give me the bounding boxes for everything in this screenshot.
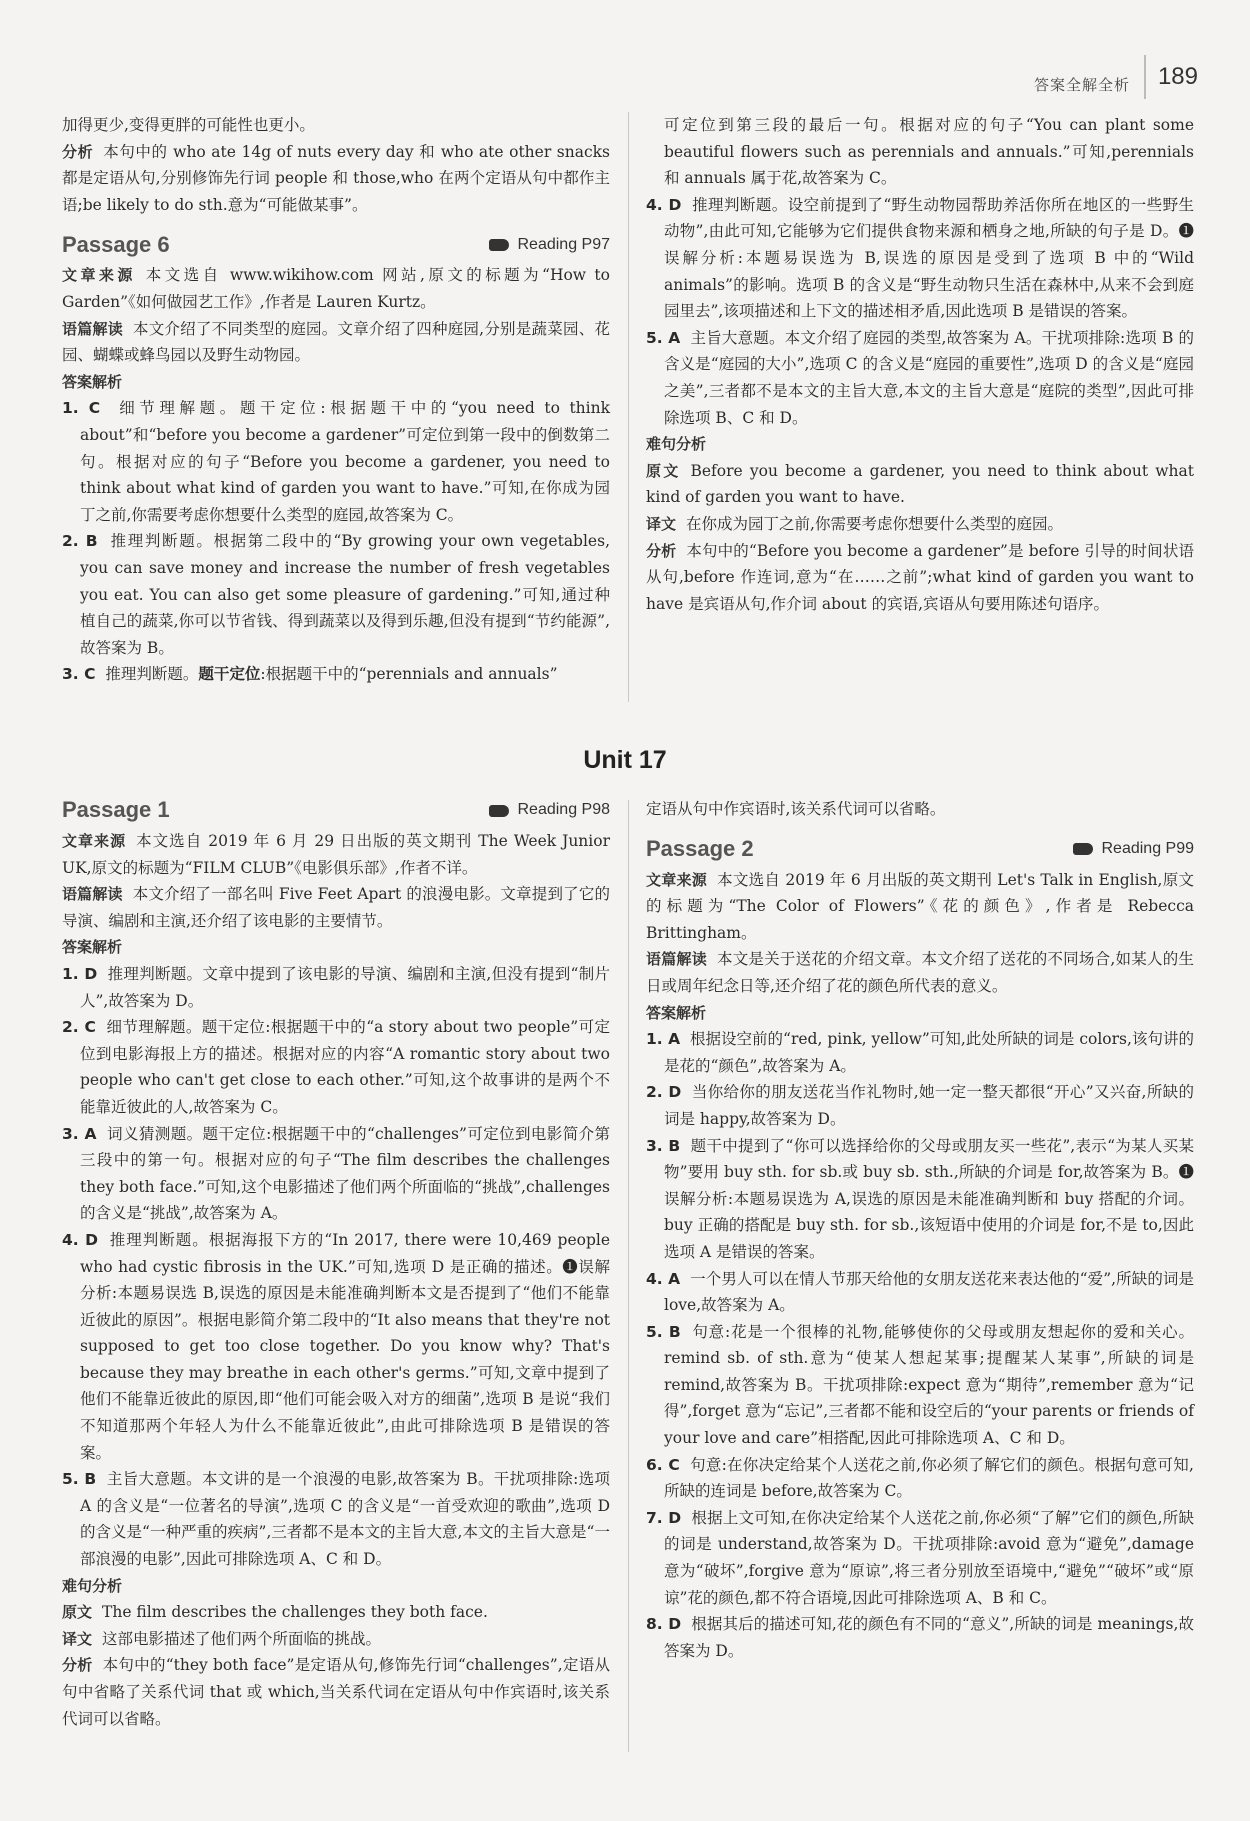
passage-heading — [646, 835, 1194, 863]
answers-heading: 答案解析 — [646, 1003, 707, 1022]
answers-heading: 答案解析 — [62, 938, 123, 957]
answer-item: 3. B 题干中提到了“你可以选择给你的父母或朋友买一些花”,表示“为某人买某物”要用 buy sth. for sb.或 buy sb. sth.,所缺的介词是 for,故答案为 B。❶误解分析:本题易误选为 A,误选的原因是未能准确判断和 buy 搭配的介词。buy 正确的搭配是 buy sth. for sb.,该短语中使用的介词是 for,不是 to,因此选项 A 是错误的答案。 — [646, 1136, 1195, 1261]
original-sentence: 原文 Before you become a gardener, you need to think about what kind of garden you want to have. — [646, 461, 1194, 507]
pointing-hand-icon — [489, 805, 509, 817]
bottom-left-column — [62, 796, 610, 1728]
source: 文章来源 本文选自 2019 年 6 月出版的英文期刊 Let's Talk in English,原文的标题为“The Color of Flowers”《花的颜色》,作者是 Rebecca Brittingham。 — [646, 870, 1194, 942]
answer-item: 1. A 根据设空前的“red, pink, yellow”可知,此处所缺的词是 colors,该句讲的是花的“颜色”,故答案为 A。 — [646, 1030, 1194, 1075]
answer-item: 3. A 词义猜测题。题干定位:根据题干中的“challenges”可定位到电影简介第三段中的第一句。根据对应的句子“The film describes the challenges they both face.”可知,这个电影描述了他们两个所面临的“挑战”,challenges 的含义是“挑战”,故答案为 A。 — [62, 1124, 610, 1223]
page-header — [1034, 55, 1198, 99]
top-right-column — [646, 112, 1194, 617]
answer-item: 2. C 细节理解题。题干定位:根据题干中的“a story about two people”可定位到电影海报上方的描述。根据对应的内容“A romantic story about two people who can't get close to each other.”可知,这个故事讲的是两个不能靠近彼此的人,故答案为 C。 — [62, 1018, 610, 1116]
answers-heading: 答案解析 — [62, 372, 123, 391]
passage-title: Passage 6 — [62, 231, 170, 257]
answer-item: 3. C 推理判断题。题干定位:根据题干中的“perennials and annuals” — [62, 665, 558, 684]
answer-item: 2. D 当你给你的朋友送花当作礼物时,她一定一整天都很“开心”又兴奋,所缺的词是 happy,故答案为 D。 — [646, 1083, 1195, 1128]
bottom-right-column — [646, 796, 1194, 1664]
answer-item: 4. D 推理判断题。设空前提到了“野生动物园帮助养活你所在地区的一些野生动物”,由此可知,它能够为它们提供食物来源和栖身之地,所缺的句子是 D。❶误解分析:本题易误选为 B,误选的原因是受到了选项 B 中的“Wild animals”的影响。选项 B 的含义是“野生动物只生活在森林中,从来不会到庭园里去”,该项描述和上下文的描述相矛盾,因此选项 B 是错误的答案。 — [646, 195, 1194, 321]
overview: 语篇解读 本文介绍了一部名叫 Five Feet Apart 的浪漫电影。文章提到了它的导演、编剧和主演,还介绍了该电影的主要情节。 — [62, 885, 610, 930]
column-divider — [628, 112, 629, 702]
answer-item: 4. A 一个男人可以在情人节那天给他的女朋友送花来表达他的“爱”,所缺的词是 love,故答案为 A。 — [646, 1269, 1194, 1315]
passage-heading — [62, 230, 610, 258]
answer-item: 1. D 推理判断题。文章中提到了该电影的导演、编剧和主演,但没有提到“制片人”,故答案为 D。 — [62, 964, 610, 1010]
source: 文章来源 本文选自 2019 年 6 月 29 日出版的英文期刊 The Week Junior UK,原文的标题为“FILM CLUB”《电影俱乐部》,作者不详。 — [62, 832, 610, 877]
answer-item: 4. D 推理判断题。根据海报下方的“In 2017, there were 10,469 people who had cystic fibrosis in the UK.”可知,选项 D 是正确的描述。❶误解分析:本题易误选 B,误选的原因是未能准确判断本文是否提到了“他们不能靠近彼此的原因”。根据电影简介第二段中的“It also means that they're not supposed to get too close together. Do you know why? That's because they may breathe in each other's germs.”可知,文章中提到了他们不能靠近彼此的原因,即“他们可能会吸入对方的细菌”,选项 B 是说“我们不知道那两个年轻人为什么不能靠近彼此”,由此可排除选项 B 是错误的答案。 — [62, 1230, 610, 1462]
answer-item: 8. D 根据其后的描述可知,花的颜色有不同的“意义”,所缺的词是 meanings,故答案为 D。 — [646, 1615, 1195, 1660]
answer-item: 6. C 句意:在你决定给某个人送花之前,你必须了解它们的颜色。根据句意可知,所缺的连词是 before,故答案为 C。 — [646, 1455, 1194, 1501]
passage-heading — [62, 796, 610, 824]
answer-item: 2. B 推理判断题。根据第二段中的“By growing your own vegetables, you can save money and increase the number of fresh vegetables you eat. You can also get some pleasure of gardening.”可知,通过种植自己的蔬菜,你可以节省钱、得到蔬菜以及得到乐趣,但没有提到“节约能源”,故答案为 B。 — [62, 532, 610, 657]
difficult-heading: 难句分析 — [62, 1576, 123, 1595]
reading-ref: Reading P99 — [1073, 836, 1194, 863]
answer-item: 5. A 主旨大意题。本文介绍了庭园的类型,故答案为 A。干扰项排除:选项 B 的含义是“庭园的大小”,选项 C 的含义是“庭园的重要性”,选项 D 的含义是“庭园之美”,三者都不是本文的主旨大意,本文的主旨大意是“庭院的类型”,因此可排除选项 B、C 和 D。 — [646, 328, 1194, 427]
pointing-hand-icon — [489, 239, 509, 251]
answer-item: 1. C 细节理解题。题干定位:根据题干中的“you need to think about”和“before you become a gardener”可定位到第一段中的倒数第二句。根据对应的句子“Before you become a gardener, you need to think about what kind of garden you want to have.”可知,在你成为园丁之前,你需要考虑你想要什么类型的庭园,故答案为 C。 — [62, 399, 611, 524]
continued-analysis: 分析 本句中的 who ate 14g of nuts every day 和 who ate other snacks 都是定语从句,分别修饰先行词 people 和 those,who 在两个定语从句中都作主语;be likely to do sth.意为“可能做某事”。 — [62, 142, 610, 214]
pointing-hand-icon — [1073, 843, 1093, 855]
passage-title: Passage 2 — [646, 836, 754, 861]
answer-item: 5. B 主旨大意题。本文讲的是一个浪漫的电影,故答案为 B。干扰项排除:选项 A 的含义是“一位著名的导演”,选项 C 的含义是“一首受欢迎的歌曲”,选项 D 的含义是“一种严重的疾病”,三者都不是本文的主旨大意,本文的主旨大意是“一部浪漫的电影”,因此可排除选项 A、C 和 D。 — [62, 1470, 610, 1569]
overview: 语篇解读 本文是关于送花的介绍文章。本文介绍了送花的不同场合,如某人的生日或周年纪念日等,还介绍了花的颜色所代表的意义。 — [646, 950, 1194, 995]
analysis: 分析 本句中的“they both face”是定语从句,修饰先行词“challenges”,定语从句中省略了关系代词 that 或 which,当关系代词在定语从句中作宾语时,该关系代词可以省略。 — [62, 1656, 610, 1728]
source: 文章来源 本文选自 www.wikihow.com 网站,原文的标题为“How to Garden”《如何做园艺工作》,作者是 Lauren Kurtz。 — [62, 266, 610, 311]
difficult-heading: 难句分析 — [646, 435, 707, 454]
continued-text: 加得更少,变得更胖的可能性也更小。 — [62, 116, 315, 134]
answer-item: 7. D 根据上文可知,在你决定给某个人送花之前,你必须“了解”它们的颜色,所缺的词是 understand,故答案为 D。干扰项排除:avoid 意为“避免”,damage 意为“破坏”,forgive 意为“原谅”,将三者分别放至语境中,“避免”“破坏”或“原谅”花的颜色,都不符合语境,因此可排除选项 A、B 和 C。 — [646, 1508, 1194, 1607]
unit-title: Unit 17 — [583, 746, 667, 774]
overview: 语篇解读 本文介绍了不同类型的庭园。文章介绍了四种庭园,分别是蔬菜园、花园、蝴蝶或蜂鸟园以及野生动物园。 — [62, 319, 610, 365]
answer-item: 5. B 句意:花是一个很棒的礼物,能够使你的父母或朋友想起你的爱和关心。remind sb. of sth.意为“使某人想起某事;提醒某人某事”,所缺的词是 remind,故答案为 B。干扰项排除:expect 意为“期待”,remember 意为“记得”,forget 意为“忘记”,三者都不能和设空后的“your parents or friends of your love and care”相搭配,因此可排除选项 A、C 和 D。 — [646, 1322, 1195, 1448]
page-number: 189 — [1144, 55, 1198, 99]
analysis: 分析 本句中的“Before you become a gardener”是 before 引导的时间状语从句,before 作连词,意为“在……之前”;what kind of garden you want to have 是宾语从句,作介词 about 的宾语,宾语从句要用陈述句语序。 — [646, 541, 1194, 613]
translation: 译文 在你成为园丁之前,你需要考虑你想要什么类型的庭园。 — [646, 514, 1063, 533]
top-left-column — [62, 112, 610, 685]
analysis-continued: 定语从句中作宾语时,该关系代词可以省略。 — [646, 800, 946, 818]
section-title: 答案全解全析 — [1033, 75, 1130, 94]
reading-ref: Reading P97 — [489, 232, 610, 259]
translation: 译文 这部电影描述了他们两个所面临的挑战。 — [62, 1629, 382, 1648]
reading-ref: Reading P98 — [489, 797, 610, 824]
passage-title: Passage 1 — [62, 797, 170, 823]
answer-continued: 可定位到第三段的最后一句。根据对应的句子“You can plant some beautiful flowers such as perennials and annuals.”可知,perennials 和 annuals 属于花,故答案为 C。 — [664, 116, 1194, 188]
column-divider — [628, 800, 629, 1752]
original-sentence: 原文 The film describes the challenges they both face. — [62, 1603, 488, 1622]
